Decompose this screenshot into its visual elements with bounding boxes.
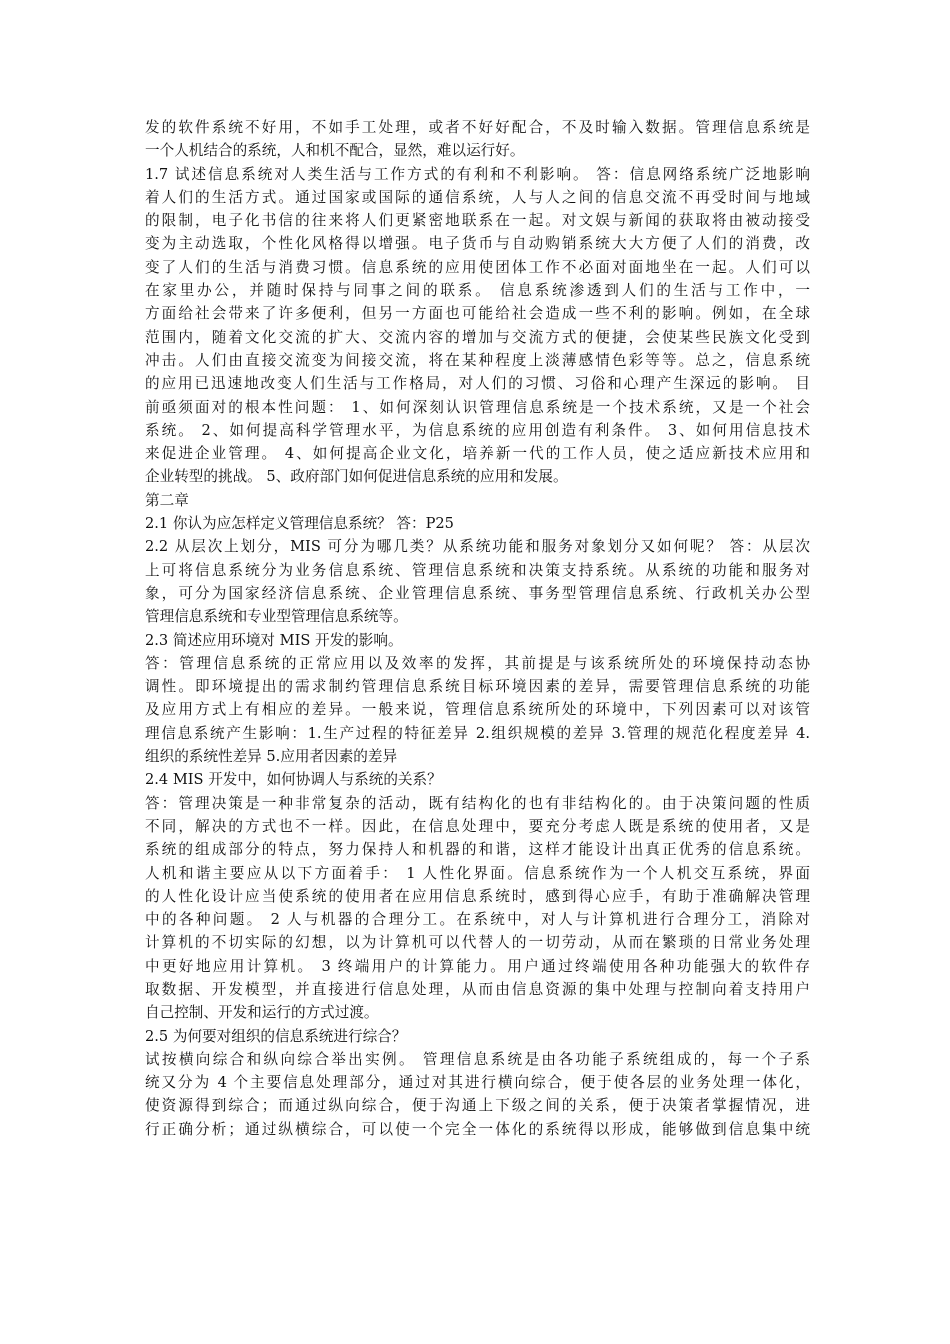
text-line: 中更好地应用计算机。 3 终端用户的计算能力。用户通过终端使用各种功能强大的软件存 — [145, 957, 810, 975]
text-line: 企业转型的挑战。 5、政府部门如何促进信息系统的应用和发展。 — [145, 468, 568, 486]
text-line: 变了人们的生活与消费习惯。信息系统的应用使团体工作不必面对面地坐在一起。人们可以 — [145, 258, 810, 276]
text-line: 答：管理决策是一种非常复杂的活动，既有结构化的也有非结构化的。由于决策问题的性质 — [145, 794, 810, 812]
text-line: 中的各种问题。 2 人与机器的合理分工。在系统中，对人与计算机进行合理分工，消除对 — [145, 911, 810, 929]
text-line: 理信息系统产生影响：1.生产过程的特征差异 2.组织规模的差异 3.管理的规范化程度差异 4. — [145, 724, 810, 742]
text-line: 变为主动选取，个性化风格得以增强。电子货币与自动购销系统大大方便了人们的消费，改 — [145, 235, 810, 253]
text-line: 管理信息系统和专业型管理信息系统等。 — [145, 608, 408, 626]
text-line: 方面给社会带来了许多便利，但另一方面也可能给社会造成一些不利的影响。例如，在全球 — [145, 305, 810, 323]
text-line: 自己控制、开发和运行的方式过渡。 — [145, 1004, 379, 1022]
text-line: 取数据、开发模型，并直接进行信息处理，从而由信息资源的集中处理与控制向着支持用户 — [145, 980, 810, 998]
document-body — [145, 116, 810, 1141]
text-line: 前亟须面对的根本性问题： 1、如何深刻认识管理信息系统是一个技术系统，又是一个社会 — [145, 398, 810, 416]
text-line: 来促进企业管理。 4、如何提高企业文化，培养新一代的工作人员，使之适应新技术应用和 — [145, 445, 810, 463]
text-line: 的人性化设计应当使系统的使用者在应用信息系统时，感到得心应手，有助于准确解决管理 — [145, 887, 810, 905]
text-line: 2.5 为何要对组织的信息系统进行综合？ — [145, 1027, 407, 1045]
text-line: 使资源得到综合；而通过纵向综合，便于沟通上下级之间的关系，便于决策者掌握情况，进 — [145, 1097, 810, 1115]
text-line: 的应用已迅速地改变人们生活与工作格局，对人们的习惯、习俗和心理产生深远的影响。 目 — [145, 375, 810, 393]
text-line: 上可将信息系统分为业务信息系统、管理信息系统和决策支持系统。从系统的功能和服务对 — [145, 561, 810, 579]
text-line: 第二章 — [145, 491, 189, 509]
text-line: 一个人机结合的系统，人和机不配合，显然，难以运行好。 — [145, 142, 525, 160]
text-line: 计算机的不切实际的幻想，以为计算机可以代替人的一切劳动，从而在繁琐的日常业务处理 — [145, 934, 810, 952]
text-line: 及应用方式上有相应的差异。一般来说，管理信息系统所处的环境中，下列因素可以对该管 — [145, 701, 810, 719]
text-line: 试按横向综合和纵向综合举出实例。 管理信息系统是由各功能子系统组成的，每一个子系 — [145, 1050, 810, 1068]
text-line: 2.2 从层次上划分，MIS 可分为哪几类？从系统功能和服务对象划分又如何呢？ 答：从层次 — [145, 538, 810, 556]
text-line: 统又分为 4 个主要信息处理部分，通过对其进行横向综合，便于使各层的业务处理一体化， — [145, 1074, 810, 1092]
text-line: 2.3 简述应用环境对 MIS 开发的影响。 — [145, 631, 403, 649]
text-line: 2.1 你认为应怎样定义管理信息系统？ 答：P25 — [145, 515, 454, 533]
text-line: 范围内，随着文化交流的扩大、交流内容的增加与交流方式的便捷，会使某些民族文化受到 — [145, 328, 810, 346]
text-line: 着人们的生活方式。通过国家或国际的通信系统，人与人之间的信息交流不再受时间与地域 — [145, 188, 810, 206]
text-line: 2.4 MIS 开发中，如何协调人与系统的关系？ — [145, 771, 442, 789]
text-line: 调性。即环境提出的需求制约管理信息系统目标环境因素的差异，需要管理信息系统的功能 — [145, 678, 810, 696]
text-line: 发的软件系统不好用，不如手工处理，或者不好好配合，不及时输入数据。管理信息系统是 — [145, 119, 810, 136]
text-line: 象，可分为国家经济信息系统、企业管理信息系统、事务型管理信息系统、行政机关办公型 — [145, 584, 810, 602]
text-line: 1.7 试述信息系统对人类生活与工作方式的有利和不利影响。 答：信息网络系统广泛地影响 — [145, 165, 810, 183]
text-line: 系统。 2、如何提高科学管理水平，为信息系统的应用创造有利条件。 3、如何用信息技术 — [145, 421, 810, 439]
text-line: 行正确分析；通过纵横综合，可以使一个完全一体化的系统得以形成，能够做到信息集中统 — [145, 1120, 810, 1138]
text-line: 不同，解决的方式也不一样。因此，在信息处理中，要充分考虑人既是系统的使用者，又是 — [145, 817, 810, 835]
text-line: 人机和谐主要应从以下方面着手： 1 人性化界面。信息系统作为一个人机交互系统，界面 — [145, 864, 810, 882]
text-line: 的限制，电子化书信的往来将人们更紧密地联系在一起。对文娱与新闻的获取将由被动接受 — [145, 212, 810, 230]
text-line: 在家里办公，并随时保持与同事之间的联系。 信息系统渗透到人们的生活与工作中，一 — [145, 282, 810, 300]
text-line: 系统的组成部分的特点，努力保持人和机器的和谐，这样才能设计出真正优秀的信息系统。 — [145, 841, 810, 859]
text-line: 冲击。人们由直接交流变为间接交流，将在某种程度上淡薄感情色彩等等。总之，信息系统 — [145, 351, 810, 369]
text-line: 组织的系统性差异 5.应用者因素的差异 — [145, 748, 398, 766]
text-line: 答：管理信息系统的正常应用以及效率的发挥，其前提是与该系统所处的环境保持动态协 — [145, 654, 810, 672]
